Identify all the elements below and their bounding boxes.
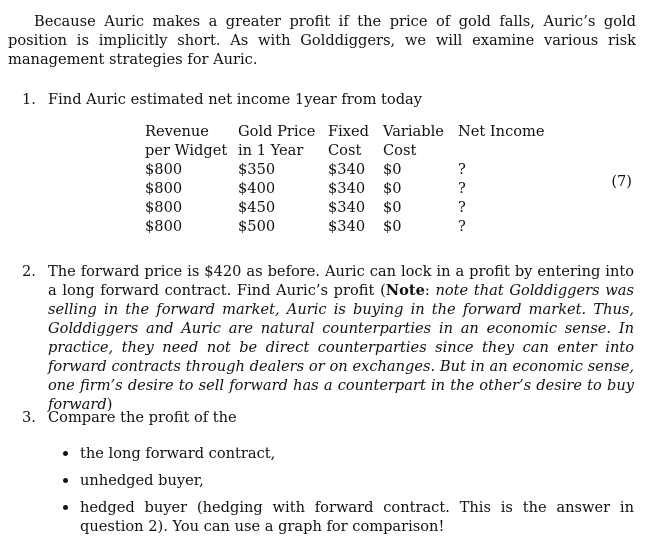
question-2-number: 2.: [22, 263, 36, 280]
question-2: [22, 262, 634, 414]
header-fixed-cost: Cost: [328, 142, 362, 159]
table-row: [145, 217, 552, 236]
table-header-row-1: [145, 122, 552, 141]
header-per-widget: per Widget: [145, 142, 228, 159]
cell-gold-price: $400: [238, 180, 276, 197]
table-row: [145, 198, 552, 217]
note-colon: :: [424, 282, 436, 299]
cell-variable-cost: $0: [383, 218, 402, 235]
question-2-text: [48, 262, 634, 414]
header-variable-cost: Cost: [383, 142, 417, 159]
question-1-points: (7): [611, 173, 632, 190]
note-close: ): [106, 396, 113, 413]
cell-net-income: ?: [458, 161, 466, 178]
header-variable: Variable: [383, 123, 444, 140]
header-blank: [456, 141, 552, 160]
list-item-text: hedged buyer (hedging with forward contract. This is the answer in question 2). You can use a graph for comparison!: [80, 499, 634, 535]
question-1-number: 1.: [22, 91, 36, 108]
bullet-icon: [63, 505, 68, 510]
header-fixed: Fixed: [328, 123, 370, 140]
question-1-text: Find Auric estimated net income 1year from today: [48, 91, 422, 108]
cell-gold-price: $350: [238, 161, 276, 178]
question-1: [22, 90, 634, 109]
bullet-icon: [63, 478, 68, 483]
list-item: [60, 498, 634, 536]
question-3-number: 3.: [22, 409, 36, 426]
cell-variable-cost: $0: [383, 180, 402, 197]
cell-variable-cost: $0: [383, 161, 402, 178]
cell-net-income: ?: [458, 180, 466, 197]
comparison-list: [60, 444, 634, 544]
cell-revenue: $800: [145, 161, 183, 178]
cell-revenue: $800: [145, 218, 183, 235]
question-3-text: Compare the profit of the: [48, 409, 237, 426]
question-3: [22, 408, 634, 427]
cell-fixed-cost: $340: [328, 161, 366, 178]
header-revenue: Revenue: [145, 123, 209, 140]
cell-variable-cost: $0: [383, 199, 402, 216]
note-label: Note: [385, 282, 425, 299]
list-item-text: unhedged buyer,: [80, 472, 204, 489]
table-header-row-2: [145, 141, 552, 160]
list-item: [60, 444, 634, 463]
intro-text: Because Auric makes a greater profit if the price of gold falls, Auric’s gold position is implicitly short. As with Golddiggers, we will examine various risk management strategies for Auric.: [8, 13, 636, 68]
intro-paragraph: [8, 12, 636, 69]
list-item: [60, 471, 634, 490]
cell-revenue: $800: [145, 180, 183, 197]
bullet-icon: [63, 451, 68, 456]
cell-net-income: ?: [458, 218, 466, 235]
header-in-1-year: in 1 Year: [238, 142, 304, 159]
table-row: [145, 160, 552, 179]
cell-revenue: $800: [145, 199, 183, 216]
header-net-income: Net Income: [458, 123, 545, 140]
cell-fixed-cost: $340: [328, 218, 366, 235]
question-2-main: The forward price is $420 as before. Auric can lock in a profit by entering into a long forward contract. Find Auric’s profit (: [48, 263, 634, 299]
cell-gold-price: $450: [238, 199, 276, 216]
cell-gold-price: $500: [238, 218, 276, 235]
header-gold-price: Gold Price: [238, 123, 316, 140]
cell-net-income: ?: [458, 199, 466, 216]
net-income-table: [145, 122, 552, 236]
cell-fixed-cost: $340: [328, 180, 366, 197]
note-text: note that Golddiggers was selling in the forward market, Auric is buying in the forward market. Thus, Golddiggers and Auric are natural counterparties in an economic sense. In practice, they need not be direct counterparties since they can enter into forward contracts through dealers or on exchanges. But in an economic sense, one firm’s desire to sell forward has a counterpart in the other’s desire to buy forward: [48, 282, 634, 413]
cell-fixed-cost: $340: [328, 199, 366, 216]
table-row: [145, 179, 552, 198]
list-item-text: the long forward contract,: [80, 445, 276, 462]
